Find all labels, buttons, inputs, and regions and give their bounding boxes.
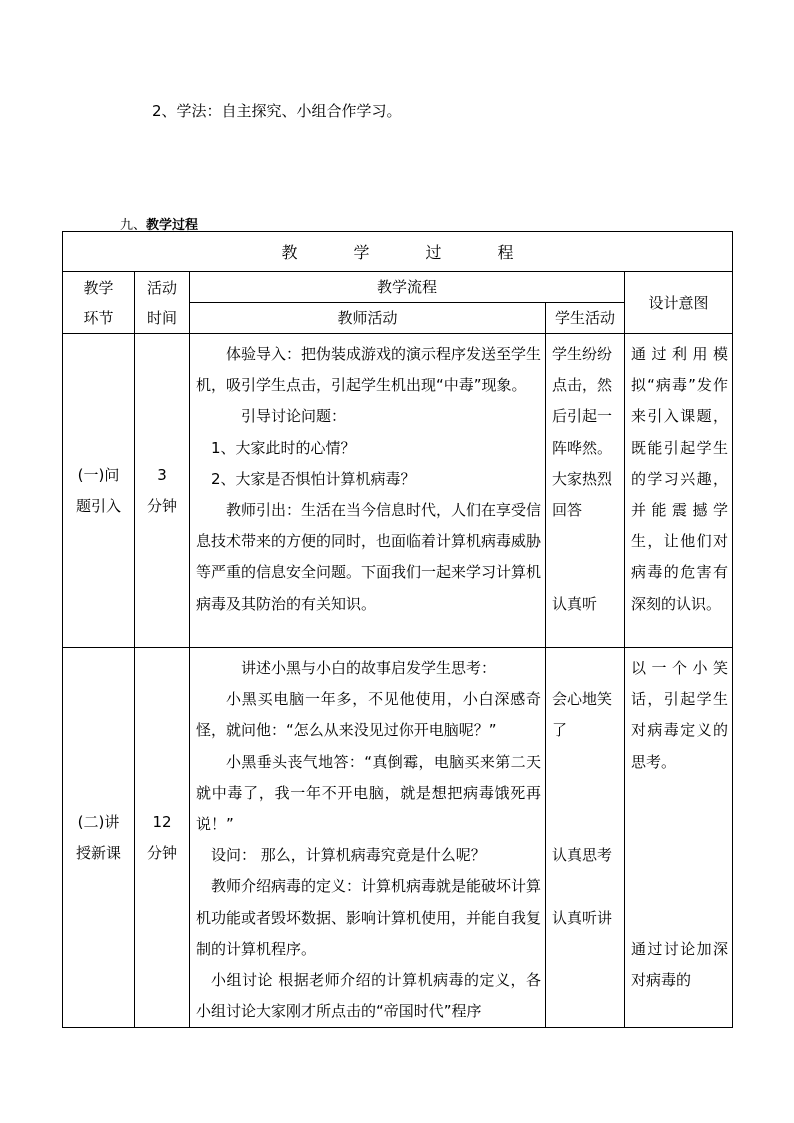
teacher-activity-cell: 讲述小黑与小白的故事启发学生思考： 小黑买电脑一年多，不见他使用，小白深感奇怪，就问他：“怎么从来没见过你开电脑呢？” 小黑垂头丧气地答：“真倒霉，电脑买来第二天就中毒了，我一年不开电脑，就是想把病毒饿死再说！” 设问： 那么，计算机病毒究竟是什么呢？ 教师介绍病毒的定义：计算机病毒就是能破坏计算机功能或者毁坏数据、影响计算机使用，并能自我复制的计算机程序。 小组讨论 根据老师介绍的计算机病毒的定义，各小组讨论大家刚才所点击的“帝国时代”程序	[190, 648, 546, 1028]
title-char: 过	[425, 243, 442, 262]
header-time: 活动 时间	[135, 272, 190, 334]
title-char: 学	[353, 243, 370, 262]
table-title-row	[63, 232, 733, 272]
time-cell: 3 分钟	[135, 334, 190, 648]
header-row-1	[63, 272, 733, 303]
header-design: 设计意图	[625, 272, 733, 334]
table-row	[63, 648, 733, 1028]
student-activity-cell: 会心地笑了 认真思考 认真听讲	[546, 648, 625, 1028]
stage-cell: (一)问 题引入	[63, 334, 135, 648]
table-title	[63, 232, 733, 272]
teacher-activity-cell: 体验导入：把伪装成游戏的演示程序发送至学生机，吸引学生点击，引起学生机出现“中毒”现象。 引导讨论问题： 1、大家此时的心情？ 2、大家是否惧怕计算机病毒？ 教师引出：生活在当今信息时代，人们在享受信息技术带来的方便的同时，也面临着计算机病毒威胁等严重的信息安全问题。下面我们一起来学习计算机病毒及其防治的有关知识。	[190, 334, 546, 648]
header-teacher: 教师活动	[190, 303, 546, 334]
stage-cell: (二)讲 授新课	[63, 648, 135, 1028]
title-char: 教	[281, 243, 298, 262]
learning-method-line: 2、学法：自主探究、小组合作学习。	[152, 102, 402, 120]
header-stage: 教学 环节	[63, 272, 135, 334]
table-row	[63, 334, 733, 648]
design-intent-cell: 通过利用模拟“病毒”发作来引入课题，既能引起学生的学习兴趣，并能震撼学生，让他们对病毒的危害有深刻的认识。	[625, 334, 733, 648]
header-flow: 教学流程	[190, 272, 625, 303]
section-number: 九、	[120, 218, 147, 233]
teaching-process-table	[62, 231, 733, 1028]
section-title: 教学过程	[146, 218, 199, 233]
title-char: 程	[497, 243, 514, 262]
header-student: 学生活动	[546, 303, 625, 334]
time-cell: 12 分钟	[135, 648, 190, 1028]
student-activity-cell: 学生纷纷点击，然后引起一阵哗然。 大家热烈回答 认真听	[546, 334, 625, 648]
design-intent-cell: 以一个小笑话，引起学生对病毒定义的思考。 通过讨论加深对病毒的	[625, 648, 733, 1028]
